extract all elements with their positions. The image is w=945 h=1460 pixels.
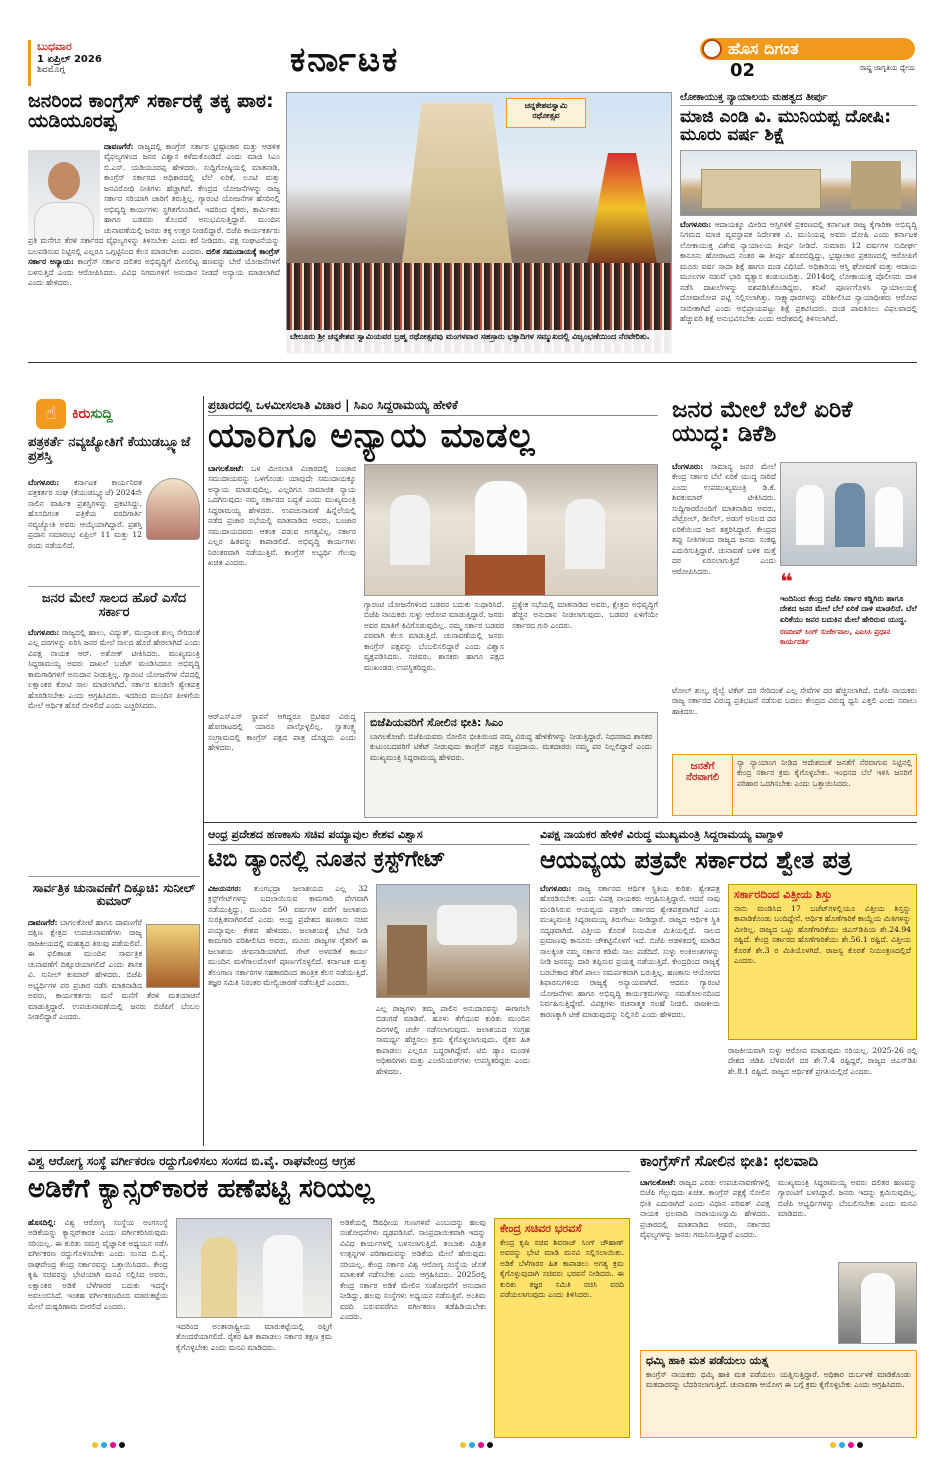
dateline: ದಾವಣಗೆರೆ:	[28, 918, 58, 927]
temple-chariot-photo	[286, 92, 672, 354]
body-2	[672, 686, 917, 748]
lotus-icon	[702, 39, 722, 59]
body-2: ಮುಖ್ಯಮಂತ್ರಿ ಸಿದ್ದರಾಮಯ್ಯ ಅವರು ದಲಿತರ ಹಣವನ್ನು ಗ್ಯಾರಂಟಿಗೆ ಬಳಸಿದ್ದಾರೆ. ಜನರು ಇದನ್ನು ಕ್ಷಮಿಸುವುದಿಲ್ಲ. ಬಿಜೆಪಿ ಅಭ್ಯರ್ಥಿಗಳನ್ನು ಬೆಂಬಲಿಸಬೇಕು ಎಂದು ಮನವಿ ಮಾಡಿದರು.	[778, 1178, 917, 1219]
body-col-1	[28, 1218, 168, 1436]
dateline: ಬೆಂಗಳೂರು:	[680, 220, 712, 229]
dateline: ಹೊಸದಿಲ್ಲಿ:	[28, 1218, 56, 1227]
paper-logo	[700, 38, 915, 60]
article-tb-dam	[208, 828, 530, 1148]
dateline: ಬಾಗಲಕೋಟೆ:	[208, 464, 244, 473]
print-registration-dots-right	[830, 1442, 863, 1448]
body-1	[672, 462, 776, 682]
dateline: ಬಾಗಲಕೋಟೆ:	[640, 1178, 676, 1187]
body-3: 2025ರಲ್ಲಿ ಕೇಂದ್ರ ಸರ್ಕಾರ ಅಡಿಕೆ ಮೇಲಿನ ಸಂಶೋಧನೆಗೆ ಅನುದಾನ ನೀಡಿದ್ದು, ಹಲವು ಸಂಸ್ಥೆಗಳು ಅಧ್ಯಯನ ನಡೆಸುತ್ತಿವೆ. ಅಂತಿಮ ವರದಿ ಬರುವವರೆಗೂ ವರ್ಗೀಕರಣ ತಡೆಹಿಡಿಯಬೇಕು ಎಂದರು.	[340, 1270, 486, 1322]
brand-kiru: ಕಿರು	[72, 406, 91, 422]
dateline: ಬೆಂಗಳೂರು:	[672, 462, 704, 471]
headline: ಟಿಬಿ ಡ್ಯಾಂನಲ್ಲಿ ನೂತನ ಕ್ರಸ್ಟ್‌ಗೇಟ್	[208, 847, 446, 872]
box-title: ಸರ್ಕಾರದಿಂದ ವಿತ್ತೀಯ ಶಿಸ್ತು	[734, 888, 833, 901]
photo-tag	[506, 98, 586, 128]
row3-rule	[28, 1150, 917, 1151]
masthead	[0, 0, 945, 88]
body-1: ರಾಜ್ಯ ಸರ್ಕಾರದ ಆರ್ಥಿಕ ಸ್ಥಿತಿಯ ಕುರಿತು ಶ್ವೇತಪತ್ರ ಹೊರಡಿಸಬೇಕು ಎಂದು ವಿಪಕ್ಷ ನಾಯಕರು ಆಗ್ರಹಿಸುತ್ತಿದ್ದಾರೆ. ಆದರೆ ನಾವು ಮಂಡಿಸಿರುವ ಆಯವ್ಯಯ ಪತ್ರವೇ ಸರ್ಕಾರದ ಶ್ವೇತಪತ್ರವಾಗಿದೆ ಎಂದು ಮುಖ್ಯಮಂತ್ರಿ ಸಿದ್ದರಾಮಯ್ಯ ತಿರುಗೇಟು ನೀಡಿದ್ದಾರೆ. ರಾಜ್ಯದ ಆರ್ಥಿಕ ಸ್ಥಿತಿ ಸದೃಢವಾಗಿದೆ. ವಿತ್ತೀಯ ಕೊರತೆ ನಿಯಮಿತ ಮಿತಿಯಲ್ಲಿದೆ. ಸಾಲದ ಪ್ರಮಾಣವು ಕಾನೂನು ಚೌಕಟ್ಟಿನೊಳಗೆ ಇದೆ. ಬಿಜೆಪಿ ಆಡಳಿತದಲ್ಲಿ ಮಾಡಿದ ಸಾಲಕ್ಕಿಂತ ನಮ್ಮ ಸರ್ಕಾರ ಕಡಿಮೆ ಸಾಲ ಪಡೆದಿದೆ. ಸುಳ್ಳು ಅಂಕಿಅಂಶಗಳನ್ನು ನೀಡಿ ಜನರನ್ನು ದಾರಿ ತಪ್ಪಿಸುವ ಪ್ರಯತ್ನ ನಡೆಯುತ್ತಿದೆ.	[540, 884, 720, 967]
body-3: ಆರ್‌ಎಸ್‌ಎಸ್ ಸ್ಥಾಪನೆ ಆಗಿದ್ದರೂ ಬ್ರಿಟಿಷರ ವಿರುದ್ಧ ಹೋರಾಟದಲ್ಲಿ ಯಾರೂ ಪಾಲ್ಗೊಳ್ಳಲಿಲ್ಲ. ಸ್ವಾತಂತ್ರ್ಯ ಸಂಗ್ರಾಮದಲ್ಲಿ ಕಾಂಗ್ರೆಸ್ ಪಕ್ಷದ ಪಾತ್ರ ದೊಡ್ಡದು ಎಂದು ಹೇಳಿದರು.	[208, 712, 356, 753]
kiru-brand	[36, 396, 186, 432]
page-number: 02	[730, 60, 756, 81]
brief-2-body	[28, 628, 200, 872]
headline: ಜನರ ಮೇಲೆ ಬೆಲೆ ಏರಿಕೆ ಯುದ್ಧ: ಡಿಕೆಶಿ	[672, 398, 853, 448]
body-col-1	[640, 1178, 770, 1344]
article-yeddyurappa	[28, 92, 280, 360]
brief-2-headline: ಜನರ ಮೇಲೆ ಸಾಲದ ಹೊರೆ ಎಸೆದ ಸರ್ಕಾರ	[41, 591, 187, 620]
box-body: ಕೇಂದ್ರ ಕೃಷಿ ಸಚಿವ ಶಿವರಾಜ್ ಸಿಂಗ್ ಚೌಹಾಣ್ ಅವರನ್ನು ಭೇಟಿ ಮಾಡಿ ಮನವಿ ಸಲ್ಲಿಸಲಾಯಿತು. ಅಡಿಕೆ ಬೆಳೆಗಾರರ ಹಿತ ಕಾಪಾಡಲು ಅಗತ್ಯ ಕ್ರಮ ಕೈಗೊಳ್ಳುವುದಾಗಿ ಸಚಿವರು ಭರವಸೆ ನೀಡಿದರು. ಈ ಕುರಿತು ತಜ್ಞರ ಸಮಿತಿ ರಚಿಸಿ ವರದಿ ಪಡೆಯಲಾಗುವುದು ಎಂದು ತಿಳಿಸಿದರು.	[500, 1238, 624, 1300]
box-body: ಬಾಗಲಕೋಟೆ: ಬಿಜೆಪಿಯವರು ಸೋಲಿನ ಭೀತಿಯಿಂದ ನಮ್ಮ ವಿರುದ್ಧ ಹೇಳಿಕೆಗಳನ್ನು ನೀಡುತ್ತಿದ್ದಾರೆ. ನಿಧನರಾದ ಶಾಸಕರ ಕುಟುಂಬದವರಿಗೆ ಟಿಕೆಟ್ ನೀಡುವುದು ಕಾಂಗ್ರೆಸ್ ಪಕ್ಷದ ಸಂಪ್ರದಾಯ. ಮತದಾರರು ನಮ್ಮ ಪರ ನಿಲ್ಲಲಿದ್ದಾರೆ ಎಂದು ಮುಖ್ಯಮಂತ್ರಿ ಸಿದ್ದರಾಮಯ್ಯ ಹೇಳಿದರು.	[370, 732, 652, 762]
article-rathotsava	[286, 92, 672, 360]
threat-votes-box	[640, 1350, 917, 1438]
kicker: ವಿಪಕ್ಷ ನಾಯಕರ ಹೇಳಿಕೆ ವಿರುದ್ಧ ಮುಖ್ಯಮಂತ್ರಿ ಸಿದ್ದರಾಮಯ್ಯ ವಾಗ್ದಾಳಿ	[540, 828, 917, 845]
kicker: ಲೋಕಾಯುಕ್ತ ನ್ಯಾಯಾಲಯ ಮಹತ್ವದ ತೀರ್ಪು	[680, 92, 917, 106]
pointing-hand-icon: ☝	[36, 399, 66, 429]
headline: ಯಾರಿಗೂ ಅನ್ಯಾಯ ಮಾಡಲ್ಲ	[208, 416, 536, 456]
brief-3-body	[28, 918, 200, 1036]
row1-rule	[28, 362, 917, 363]
quote-source: ರಣದೀಪ್ ಸಿಂಗ್ ಸುರ್ಜೇವಾಲ, ಎಐಸಿಸಿ ಪ್ರಧಾನ ಕಾರ್ಯದರ್ಶಿ	[780, 626, 891, 646]
article-budget-whitepaper	[540, 828, 917, 1148]
body-col-3	[512, 600, 658, 710]
body-text: ಬಾಗಲಕೋಟೆ ಹಾಗೂ ದಾವಣಗೆರೆ ದಕ್ಷಿಣ ಕ್ಷೇತ್ರದ ಉಪಚುನಾವಣೆಗಳು ರಾಜ್ಯ ರಾಜಕೀಯದಲ್ಲಿ ಮಹತ್ವದ ತಿರುವು ಪಡೆಯಲಿವೆ. ಈ ಫಲಿತಾಂಶ ಮುಂದಿನ ಸಾರ್ವತ್ರಿಕ ಚುನಾವಣೆಗೆ ದಿಕ್ಸೂಚಿಯಾಗಲಿದೆ ಎಂದು ಶಾಸಕ ವಿ. ಸುನೀಲ್ ಕುಮಾರ್ ಹೇಳಿದರು. ಬಿಜೆಪಿ ಅಭ್ಯರ್ಥಿಗಳ ಪರ ಪ್ರಚಾರ ನಡೆಸಿ ಮಾತನಾಡಿದ ಅವರು, ಕಾರ್ಯಕರ್ತರು ಮನೆ ಮನೆಗೆ ತೆರಳಿ ಮತಯಾಚನೆ ಮಾಡುತ್ತಿದ್ದಾರೆ. ಉಪಚುನಾವಣೆಯಲ್ಲಿ ಜನರು ಬಿಜೆಪಿಗೆ ಬೆಂಬಲ ನೀಡಲಿದ್ದಾರೆ ಎಂದರು.	[28, 918, 200, 1022]
kicker: ಪ್ರಚಾರದಲ್ಲಿ ಒಳಮೀಸಲಾತಿ ವಿಚಾರ | ಸಿಎಂ ಸಿದ್ದರಾಮಯ್ಯ ಹೇಳಿಕೆ	[208, 398, 658, 416]
dateline: ಬೆಂಗಳೂರು:	[540, 884, 572, 893]
brief-1-body	[28, 478, 200, 582]
section-title: ಕರ್ನಾಟಕ	[290, 40, 400, 80]
body-text: ಸುದ್ದಿಗೋಷ್ಠಿಯಲ್ಲಿ ಮಾತನಾಡಿ, ಕಾಂಗ್ರೆಸ್ ಸರ್ಕಾರದ ಅಧಿಕಾರದಲ್ಲಿ ಬೆಲೆ ಏರಿಕೆ, ಲೂಟಿ ಮತ್ತು ಜನವಿರೋಧಿ ನೀತಿಗಳು ಹೆಚ್ಚಾಗಿವೆ. ಕೇಂದ್ರದ ಯೋಜನೆಗಳನ್ನು ರಾಜ್ಯ ಸರ್ಕಾರ ಸರಿಯಾಗಿ ಜಾರಿಗೆ ತರುತ್ತಿಲ್ಲ. ಗ್ಯಾರಂಟಿ ಯೋಜನೆಗಳ ಹೆಸರಿನಲ್ಲಿ ಅಭಿವೃದ್ಧಿ ಕಾರ್ಯಗಳು ಸ್ಥಗಿತಗೊಂಡಿವೆ. ಇದರಿಂದ ರೈತರು, ಕಾರ್ಮಿಕರು ಹಾಗೂ ಬಡವರು ತೊಂದರೆ ಅನುಭವಿಸುತ್ತಿದ್ದಾರೆ. ಮುಂದಿನ ಚುನಾವಣೆಯಲ್ಲಿ ಜನರು ತಕ್ಕ ಉತ್ತರ ನೀಡಲಿದ್ದಾರೆ. ಬಿಜೆಪಿ ಕಾರ್ಯಕರ್ತರು ಪ್ರತಿ ಮನೆಗೂ ತೆರಳಿ ಸರ್ಕಾರದ ವೈಫಲ್ಯಗಳನ್ನು ತಿಳಿಸಬೇಕು ಎಂದು ಕರೆ ನೀಡಿದರು. ಪಕ್ಷ ಸಂಘಟನೆಯನ್ನು ಬಲಪಡಿಸುವ ನಿಟ್ಟಿನಲ್ಲಿ ಎಲ್ಲರೂ ಒಗ್ಗಟ್ಟಿನಿಂದ ಕೆಲಸ ಮಾಡಬೇಕು ಎಂದರು.	[28, 162, 280, 256]
cm-rally-photo	[364, 464, 658, 596]
paper-name: ಹೊಸ ದಿಗಂತ	[728, 39, 799, 58]
article-areca	[28, 1154, 630, 1438]
kiru-suddi-column	[28, 396, 200, 1036]
body-col-3	[340, 1218, 486, 1436]
dateline: ಬೆಂಗಳೂರು:	[28, 478, 60, 487]
body-col-2	[364, 600, 504, 710]
dks-press-photo	[780, 462, 917, 566]
body	[28, 142, 280, 358]
city: ಶಿವಮೊಗ್ಗ	[37, 65, 65, 75]
headline: ಆಯವ್ಯಯ ಪತ್ರವೇ ಸರ್ಕಾರದ ಶ್ವೇತ ಪತ್ರ	[540, 846, 852, 874]
date-block	[28, 40, 128, 86]
kiru-divider	[203, 396, 204, 1146]
body-col-2	[728, 1046, 917, 1146]
fiscal-discipline-box	[728, 884, 917, 1040]
print-registration-dots-left	[92, 1442, 125, 1448]
dateline: ವಿಜಯನಗರ:	[208, 884, 242, 893]
body-text: ಆದಾಯಕ್ಕೂ ಮೀರಿದ ಆಸ್ತಿಗಳಿಕೆ ಪ್ರಕರಣದಲ್ಲಿ ಕರ್ನಾಟಕ ರಾಜ್ಯ ಕೈಗಾರಿಕಾ ಅಭಿವೃದ್ಧಿ ನಿಗಮದ ಮಾಜಿ ವ್ಯವಸ್ಥಾಪಕ ನಿರ್ದೇಶಕ ವಿ. ಮುನಿಯಪ್ಪ ಅವರು ದೋಷಿ ಎಂದು ಕರ್ನಾಟಕ ಲೋಕಾಯುಕ್ತ ವಿಶೇಷ ನ್ಯಾಯಾಲಯ ತೀರ್ಪು ನೀಡಿದೆ. ಸುಮಾರು 12 ವರ್ಷಗಳ ಸುದೀರ್ಘ ಕಾನೂನು ಹೋರಾಟದ ನಂತರ ಈ ತೀರ್ಪು ಹೊರಬಿದ್ದಿದ್ದು, ಭ್ರಷ್ಟಾಚಾರ ಪ್ರಕರಣದಲ್ಲಿ ಆರೋಪಿಗೆ ಮೂರು ವರ್ಷ ಸಾದಾ ಶಿಕ್ಷೆ ಹಾಗೂ ದಂಡ ವಿಧಿಸಿದೆ. ಅಧಿಕಾರಿಯ ಆಸ್ತಿ ಘೋಷಣೆ ಮತ್ತು ಆದಾಯ ಮೂಲಗಳ ನಡುವೆ ಭಾರಿ ವ್ಯತ್ಯಾಸ ಕಂಡುಬಂದಿತ್ತು. 2014ರಲ್ಲಿ ಲೋಕಾಯುಕ್ತ ಪೊಲೀಸರು ದಾಳಿ ನಡೆಸಿ ದಾಖಲೆಗಳನ್ನು ವಶಪಡಿಸಿಕೊಂಡಿದ್ದರು. ತನಿಖೆ ಪೂರ್ಣಗೊಳಿಸಿ ನ್ಯಾಯಾಲಯಕ್ಕೆ ದೋಷಾರೋಪ ಪಟ್ಟಿ ಸಲ್ಲಿಸಲಾಗಿತ್ತು. ಸಾಕ್ಷ್ಯಾಧಾರಗಳನ್ನು ಪರಿಶೀಲಿಸಿದ ನ್ಯಾಯಾಧೀಶರು ಆರೋಪ ಸಾಬೀತಾಗಿದೆ ಎಂದು ಅಭಿಪ್ರಾಯಪಟ್ಟು ಶಿಕ್ಷೆ ಪ್ರಕಟಿಸಿದರು. ದಂಡ ಪಾವತಿಸಲು ವಿಫಲವಾದಲ್ಲಿ ಹೆಚ್ಚುವರಿ ಶಿಕ್ಷೆ ಅನುಭವಿಸಬೇಕು ಎಂದು ಆದೇಶದಲ್ಲಿ ತಿಳಿಸಲಾಗಿದೆ.	[680, 220, 917, 324]
body-1: ತುಂಗಭದ್ರಾ ಜಲಾಶಯದ ಎಲ್ಲ 32 ಕ್ರಸ್ಟ್‌ಗೇಟ್‌ಗಳನ್ನು ಬದಲಾಯಿಸುವ ಕಾಮಗಾರಿ ವೇಗವಾಗಿ ನಡೆಯುತ್ತಿದ್ದು, ಮುಂದಿನ 50 ವರ್ಷಗಳ ವರೆಗೆ ಜಲಾಶಯ ಸುರಕ್ಷಿತವಾಗಿರಲಿದೆ ಎಂದು ಆಂಧ್ರ ಪ್ರದೇಶದ ಹಣಕಾಸು ಸಚಿವ ಪಯ್ಯಾವುಲ ಕೇಶವ ಹೇಳಿದರು. ಜಲಾಶಯಕ್ಕೆ ಭೇಟಿ ನೀಡಿ ಕಾಮಗಾರಿ ಪರಿಶೀಲಿಸಿದ ಅವರು, ಮೂರು ರಾಜ್ಯಗಳ ರೈತರಿಗೆ ಈ ಜಲಾಶಯ ಜೀವನಾಡಿಯಾಗಿದೆ. ಗೇಟ್ ಅಳವಡಿಕೆ ಕಾರ್ಯ ಮುಂದಿನ ಮಳೆಗಾಲದೊಳಗೆ ಪೂರ್ಣಗೊಳ್ಳಲಿದೆ. ಕರ್ನಾಟಕ ಮತ್ತು ತೆಲಂಗಾಣ ಸರ್ಕಾರಗಳ ಸಹಕಾರದಿಂದ ತಾಂತ್ರಿಕ ಕೆಲಸ ನಡೆಯುತ್ತಿದೆ. ತಜ್ಞರ ಸಮಿತಿ ನಿರಂತರ ಮೇಲ್ವಿಚಾರಣೆ ನಡೆಸುತ್ತಿದೆ ಎಂದರು.	[208, 884, 368, 988]
body-3: ರಾಜಕೀಯವಾಗಿ ಸುಳ್ಳು ಆರೋಪ ಮಾಡುವುದು ಸರಿಯಲ್ಲ. 2025-26 ರಲ್ಲಿ ದೇಶದ ಜಿಡಿಪಿ ಬೆಳವಣಿಗೆ ದರ ಶೇ.7.4 ರಷ್ಟಿದ್ದರೆ, ರಾಜ್ಯದ ಜಿಎಸ್‌ಡಿಪಿ ಶೇ.8.1 ರಷ್ಟಿದೆ. ರಾಜ್ಯದ ಆರ್ಥಿಕತೆ ಪ್ರಗತಿಯಲ್ಲಿದೆ ಎಂದರು.	[728, 1046, 917, 1076]
body-col-1	[540, 884, 720, 1146]
help-people-box	[672, 754, 917, 816]
dam-inspection-photo	[376, 884, 530, 998]
brand-suddi: ಸುದ್ದಿ	[90, 406, 113, 422]
body-1: ಒಳ ಮೀಸಲಾತಿ ವಿಚಾರದಲ್ಲಿ ಬಂಜಾರ ಸಮುದಾಯವನ್ನು ಒಳಗೊಂಡು ಯಾವುದೇ ಸಮುದಾಯಕ್ಕೂ ಅನ್ಯಾಯ ಮಾಡುವುದಿಲ್ಲ. ಎಲ್ಲರಿಗೂ ಸಾಮಾಜಿಕ ನ್ಯಾಯ ಒದಗಿಸುವುದು ನಮ್ಮ ಸರ್ಕಾರದ ಬದ್ಧತೆ ಎಂದು ಮುಖ್ಯಮಂತ್ರಿ ಸಿದ್ದರಾಮಯ್ಯ ಹೇಳಿದರು. ಉಪಚುನಾವಣೆ ಹಿನ್ನೆಲೆಯಲ್ಲಿ ನಡೆದ ಪ್ರಚಾರ ಸಭೆಯಲ್ಲಿ ಮಾತನಾಡಿದ ಅವರು, ಬಂಜಾರ ಸಮುದಾಯದವರು ಆತಂಕ ಪಡುವ ಅಗತ್ಯವಿಲ್ಲ. ಸರ್ಕಾರ ಎಲ್ಲರ ಹಿತವನ್ನು ಕಾಪಾಡಲಿದೆ. ಅಭಿವೃದ್ಧಿ ಕಾರ್ಯಗಳು ನಿರಂತರವಾಗಿ ನಡೆಯುತ್ತಿವೆ. ಕಾಂಗ್ರೆಸ್ ಅಭ್ಯರ್ಥಿ ಗೆಲುವು ಖಚಿತ ಎಂದರು.	[208, 464, 356, 568]
weekday: ಬುಧವಾರ	[37, 40, 72, 53]
article-chalavadi	[640, 1154, 917, 1438]
body-text: ರಾಜ್ಯದಲ್ಲಿ ಹಾಲು, ವಿದ್ಯುತ್, ಮುದ್ರಾಂಕ ಶುಲ್ಕ ಸೇರಿದಂತೆ ಎಲ್ಲ ದರಗಳನ್ನು ಏರಿಸಿ ಜನರ ಮೇಲೆ ಸಾಲದ ಹೊರೆ ಹೇರಲಾಗಿದೆ ಎಂದು ವಿಪಕ್ಷ ನಾಯಕ ಆರ್. ಅಶೋಕ್ ಟೀಕಿಸಿದರು. ಮುಖ್ಯಮಂತ್ರಿ ಸಿದ್ದರಾಮಯ್ಯ ಅವರು ದಾಖಲೆ ಬಜೆಟ್ ಮಂಡಿಸಿದರೂ ಅಭಿವೃದ್ಧಿ ಕಾಮಗಾರಿಗಳಿಗೆ ಅನುದಾನ ನೀಡುತ್ತಿಲ್ಲ. ಗ್ಯಾರಂಟಿ ಯೋಜನೆಗಳ ನೆಪದಲ್ಲಿ ಲಕ್ಷಾಂತರ ಕೋಟಿ ಸಾಲ ಮಾಡಲಾಗಿದೆ. ಸರ್ಕಾರ ಕೂಡಲೇ ಶ್ವೇತಪತ್ರ ಹೊರಡಿಸಬೇಕು ಎಂದು ಆಗ್ರಹಿಸಿದರು. ಇದರಿಂದ ಮುಂದಿನ ಪೀಳಿಗೆಯ ಮೇಲೆ ಆರ್ಥಿಕ ಹೊರೆ ಬೀಳಲಿದೆ ಎಂದು ಎಚ್ಚರಿಸಿದರು.	[28, 628, 200, 711]
surjewala-quote	[780, 572, 917, 680]
body-text: ಕರ್ನಾಟಕ ಕಾರ್ಯನಿರತ ಪತ್ರಕರ್ತರ ಸಂಘ (ಕೆಯುಡಬ್ಲ್ಯೂಜೆ) 2024ನೇ ಸಾಲಿನ ವಾರ್ಷಿಕ ಪ್ರಶಸ್ತಿಗಳನ್ನು ಪ್ರಕಟಿಸಿದ್ದು, ಹೊಸದಿಗಂತ ಪತ್ರಿಕೆಯ ವರದಿಗಾರ್ತಿ ನವ್ಯಜ್ಯೋತಿ ಅವರು ಆಯ್ಕೆಯಾಗಿದ್ದಾರೆ. ಪ್ರಶಸ್ತಿ ಪ್ರದಾನ ಸಮಾರಂಭ ಏಪ್ರಿಲ್ 11 ಮತ್ತು 12 ರಂದು ನಡೆಯಲಿದೆ.	[28, 478, 142, 550]
tagline: ರಾಷ್ಟ್ರ ಜಾಗೃತಿಯ ಧ್ಯೇಯ	[860, 64, 915, 72]
headline: ಜನರಿಂದ ಕಾಂಗ್ರೆಸ್ ಸರ್ಕಾರಕ್ಕೆ ತಕ್ಕ ಪಾಠ: ಯಡಿಯೂರಪ್ಪ	[28, 92, 274, 132]
body-2: ಅಡಿಕೆಯಲ್ಲಿ ಔಷಧೀಯ ಗುಣಗಳಿವೆ ಎಂಬುದನ್ನು ಹಲವು ಸಂಶೋಧನೆಗಳು ದೃಢಪಡಿಸಿವೆ. ಸಾಂಪ್ರದಾಯಿಕವಾಗಿ ಇದನ್ನು ವಿವಿಧ ಕಾರ್ಯಗಳಲ್ಲಿ ಬಳಸಲಾಗುತ್ತಿದೆ. ತಂಬಾಕು ಮಿಶ್ರಿತ ಉತ್ಪನ್ನಗಳ ಪರಿಣಾಮವನ್ನು ಅಡಿಕೆಯ ಮೇಲೆ ಹೇರುವುದು ಸರಿಯಲ್ಲ. ಕೇಂದ್ರ ಸರ್ಕಾರ ವಿಶ್ವ ಆರೋಗ್ಯ ಸಂಸ್ಥೆಯ ಜೊತೆ ಮಾತುಕತೆ ನಡೆಸಬೇಕು ಎಂದು ಆಗ್ರಹಿಸಿದರು.	[340, 1218, 486, 1280]
row2-rule	[204, 822, 917, 823]
body-4: ಪ್ರತ್ಯೇಕ ಸಭೆಯಲ್ಲಿ ಮಾತನಾಡಿದ ಅವರು, ಕ್ಷೇತ್ರದ ಅಭಿವೃದ್ಧಿಗೆ ಹೆಚ್ಚಿನ ಅನುದಾನ ನೀಡಲಾಗುವುದು. ಬಡವರ ಏಳಿಗೆಯೇ ಸರ್ಕಾರದ ಗುರಿ ಎಂದರು.	[512, 600, 658, 630]
box-title: ಧಮ್ಕಿ ಹಾಕಿ ಮತ ಪಡೆಯಲು ಯತ್ನ	[646, 1354, 769, 1367]
body-col-2	[176, 1322, 332, 1436]
box-title: ಕೇಂದ್ರ ಸಚಿವರ ಭರವಸೆ	[500, 1222, 582, 1235]
body-2: ಎಲ್ಲ ರಾಜ್ಯಗಳು ತಮ್ಮ ಪಾಲಿನ ಅನುದಾನವನ್ನು ಈಗಾಗಲೇ ಬಿಡುಗಡೆ ಮಾಡಿವೆ. ಹೂಳು ತೆಗೆಯುವ ಕುರಿತು ಮುಂದಿನ ದಿನಗಳಲ್ಲಿ ಚರ್ಚೆ ನಡೆಸಲಾಗುವುದು. ಜಲಾಶಯದ ಸಂಗ್ರಹ ಸಾಮರ್ಥ್ಯ ಹೆಚ್ಚಿಸಲು ಕ್ರಮ ಕೈಗೊಳ್ಳಲಾಗುವುದು. ರೈತರ ಹಿತ ಕಾಪಾಡಲು ಎಲ್ಲರೂ ಬದ್ಧರಾಗಿದ್ದೇವೆ. ಟಿಬಿ ಡ್ಯಾಂ ಮಂಡಳಿ ಅಧಿಕಾರಿಗಳು ಮತ್ತು ಎಂಜಿನಿಯರ್‌ಗಳು ಉಪಸ್ಥಿತರಿದ್ದರು ಎಂದು ಹೇಳಿದರು.	[376, 1004, 530, 1076]
kicker: ಆಂಧ್ರ ಪ್ರದೇಶದ ಹಣಕಾಸು ಸಚಿವ ಪಯ್ಯಾವುಲ ಕೇಶವ ವಿಶ್ವಾಸ	[208, 828, 530, 845]
date: 1 ಏಪ್ರಿಲ್ 2026	[37, 54, 102, 65]
kicker: ವಿಶ್ವ ಆರೋಗ್ಯ ಸಂಸ್ಥೆ ವರ್ಗೀಕರಣ ರದ್ದುಗೊಳಿಸಲು ಸಂಸದ ಬಿ.ವೈ. ರಾಘವೇಂದ್ರ ಆಗ್ರಹ	[28, 1154, 630, 1172]
body-1: ವಿಶ್ವ ಆರೋಗ್ಯ ಸಂಸ್ಥೆಯ ಅಂಗಸಂಸ್ಥೆ ಅಡಿಕೆಯನ್ನು ಕ್ಯಾನ್ಸರ್‌ಕಾರಕ ಎಂದು ವರ್ಗೀಕರಿಸಿರುವುದು ಸರಿಯಲ್ಲ. ಈ ಕುರಿತು ಸಮಗ್ರ ವೈಜ್ಞಾನಿಕ ಅಧ್ಯಯನ ನಡೆಸಿ ವರ್ಗೀಕರಣ ರದ್ದುಗೊಳಿಸಬೇಕು ಎಂದು ಸಂಸದ ಬಿ.ವೈ. ರಾಘವೇಂದ್ರ ಕೇಂದ್ರ ಸರ್ಕಾರವನ್ನು ಒತ್ತಾಯಿಸಿದರು. ಕೇಂದ್ರ ಕೃಷಿ ಸಚಿವರನ್ನು ಭೇಟಿಯಾಗಿ ಮನವಿ ಸಲ್ಲಿಸಿದ ಅವರು, ಲಕ್ಷಾಂತರ ಅಡಿಕೆ ಬೆಳೆಗಾರರ ಬದುಕು ಇದನ್ನೇ ಅವಲಂಬಿಸಿದೆ. ಇಂತಹ ವರ್ಗೀಕರಣದಿಂದ ಮಾರುಕಟ್ಟೆಯ ಮೇಲೆ ದುಷ್ಪರಿಣಾಮ ಬೀರಲಿದೆ ಎಂದರು.	[28, 1218, 168, 1311]
article-lokayukta	[680, 92, 917, 360]
body-text: ಸಾಮಾನ್ಯ ಜನರ ಮೇಲೆ ಕೇಂದ್ರ ಸರ್ಕಾರ ಬೆಲೆ ಏರಿಕೆ ಯುದ್ಧ ಸಾರಿದೆ ಎಂದು ಉಪಮುಖ್ಯಮಂತ್ರಿ ಡಿ.ಕೆ. ಶಿವಕುಮಾರ್ ಟೀಕಿಸಿದರು. ಸುದ್ದಿಗಾರರೊಂದಿಗೆ ಮಾತನಾಡಿದ ಅವರು, ಪೆಟ್ರೋಲ್, ಡೀಸೆಲ್, ಅಡುಗೆ ಅನಿಲದ ದರ ಏರಿಕೆಯಿಂದ ಜನ ತತ್ತರಿಸಿದ್ದಾರೆ. ಕೇಂದ್ರದ ತಪ್ಪು ನೀತಿಗಳಿಂದ ರಾಜ್ಯದ ಜನರು ಸಂಕಷ್ಟ ಎದುರಿಸುತ್ತಿದ್ದಾರೆ. ಚುನಾವಣೆ ಬಳಿಕ ಮತ್ತೆ ದರ ಏರಿಸಲಾಗುತ್ತಿದೆ ಎಂದು ಆರೋಪಿಸಿದರು.	[672, 462, 776, 576]
quote-icon: ❝	[780, 572, 793, 595]
body-col-1	[208, 464, 356, 708]
body-col-2	[778, 1178, 917, 1258]
body-col-1	[208, 884, 368, 1146]
court-building-photo	[680, 150, 917, 216]
tag-line-1: ಚನ್ನಕೇಶವಸ್ವಾಮಿ	[524, 101, 568, 110]
body-2: ಕೇಂದ್ರದಿಂದ ರಾಜ್ಯಕ್ಕೆ ಬರಬೇಕಾದ ತೆರಿಗೆ ಪಾಲು ಸಮರ್ಪಕವಾಗಿ ಬರುತ್ತಿಲ್ಲ. ಹಣಕಾಸು ಆಯೋಗದ ಶಿಫಾರಸುಗಳಿಂದ ರಾಜ್ಯಕ್ಕೆ ಅನ್ಯಾಯವಾಗಿದೆ. ಆದರೂ ಗ್ಯಾರಂಟಿ ಯೋಜನೆಗಳು ಹಾಗೂ ಅಭಿವೃದ್ಧಿ ಕಾರ್ಯಕ್ರಮಗಳನ್ನು ಸಮತೋಲನದಿಂದ ನಿರ್ವಹಿಸುತ್ತಿದ್ದೇವೆ. ವಿಪಕ್ಷಗಳು ರಚನಾತ್ಮಕ ಸಲಹೆ ನೀಡಲಿ. ರಾಜಕೀಯ ಕಾರಣಕ್ಕಾಗಿ ಟೀಕೆ ಮಾಡುವುದನ್ನು ನಿಲ್ಲಿಸಲಿ ಎಂದು ಹೇಳಿದರು.	[540, 957, 720, 1019]
box-body: ಕಾಂಗ್ರೆಸ್ ನಾಯಕರು ಧಮ್ಕಿ ಹಾಕಿ ಮತ ಪಡೆಯಲು ಯತ್ನಿಸುತ್ತಿದ್ದಾರೆ. ಅಧಿಕಾರ ದುರ್ಬಳಕೆ ಮಾಡಿಕೊಂಡು ಮತದಾರರನ್ನು ಬೆದರಿಸಲಾಗುತ್ತಿದೆ. ಚುನಾವಣಾ ಆಯೋಗ ಈ ಬಗ್ಗೆ ಕ್ರಮ ಕೈಗೊಳ್ಳಬೇಕು ಎಂದು ಆಗ್ರಹಿಸಿದರು.	[646, 1370, 911, 1390]
subhead: ದಲಿತ ಸಮುದಾಯಕ್ಕೆ ಕಾಂಗ್ರೆಸ್ ಸರ್ಕಾರ ಅನ್ಯಾಯ:	[28, 246, 280, 267]
print-registration-dots-center	[460, 1442, 493, 1448]
article-dks	[672, 398, 917, 818]
body-col-2	[376, 1004, 530, 1146]
body	[680, 220, 917, 358]
tag-line-2: ರಥೋತ್ಸವ	[532, 111, 560, 120]
label-2: ನೆರವಾಗಲಿ	[686, 772, 719, 783]
body-4: ಇದರಿಂದ ಅಂತಾರಾಷ್ಟ್ರೀಯ ಮಾರುಕಟ್ಟೆಯಲ್ಲಿ ರಫ್ತಿಗೆ ತೊಂದರೆಯಾಗಲಿದೆ. ರೈತರ ಹಿತ ಕಾಪಾಡಲು ಸರ್ಕಾರ ತಕ್ಷಣ ಕ್ರಮ ಕೈಗೊಳ್ಳಬೇಕು ಎಂದು ಮನವಿ ಮಾಡಿದರು.	[176, 1322, 332, 1352]
body-1: ರಾಜ್ಯದ ಎರಡು ಉಪಚುನಾವಣೆಗಳಲ್ಲಿ ಬಿಜೆಪಿ ಗೆಲ್ಲುವುದು ಖಚಿತ. ಕಾಂಗ್ರೆಸ್ ಪಕ್ಷಕ್ಕೆ ಸೋಲಿನ ಭೀತಿ ಎದುರಾಗಿದೆ ಎಂದು ವಿಧಾನ ಪರಿಷತ್ ವಿಪಕ್ಷ ನಾಯಕ ಛಲವಾದಿ ನಾರಾಯಣಸ್ವಾಮಿ ಹೇಳಿದರು. ಪ್ರಚಾರದಲ್ಲಿ ಮಾತನಾಡಿದ ಅವರು, ಸರ್ಕಾರದ ವೈಫಲ್ಯಗಳನ್ನು ಜನರು ಗಮನಿಸುತ್ತಿದ್ದಾರೆ ಎಂದರು.	[640, 1178, 770, 1240]
chalavadi-photo	[838, 1262, 917, 1344]
sub-body: ಕಾಂಗ್ರೆಸ್ ಸರ್ಕಾರ ದಲಿತರ ಅಭಿವೃದ್ಧಿಗೆ ಮೀಸಲಿಟ್ಟ ಹಣವನ್ನು ಬೇರೆ ಯೋಜನೆಗಳಿಗೆ ಬಳಸುತ್ತಿದೆ ಎಂದು ಆರೋಪಿಸಿದರು. ವಿವಿಧ ನಿಗಮಗಳಿಗೆ ಅನುದಾನ ನೀಡದೆ ಅನ್ಯಾಯ ಮಾಡಲಾಗಿದೆ ಎಂದು ಹೇಳಿದರು.	[28, 257, 280, 288]
dateline: ಬೆಂಗಳೂರು:	[28, 628, 60, 637]
brief-1-headline: ಪತ್ರಕರ್ತೆ ನವ್ಯಜ್ಯೋತಿಗೆ ಕೆಯುಡಬ್ಲ್ಯೂಜೆ ಪ್ರಶಸ್ತಿ	[28, 435, 191, 464]
quote-text: ಇಂದಿನಿಂದ ಕೇಂದ್ರ ಬಿಜೆಪಿ ಸರ್ಕಾರ ಕಡ್ಡಿಗಿರು ಹಾಗೂ ದೇಶದ ಜನರ ಮೇಲೆ ಬೆಲೆ ಏರಿಕೆ ದಾಳಿ ಮಾಡಲಿದೆ. ಬೆಲೆ ಏರಿಕೆಯು ಜನರ ಬದುಕಿನ ಮೇಲೆ ಹೇರಿರುವ ಯುದ್ಧ.	[780, 594, 917, 624]
photo-caption: ಬೇಲೂರು ಶ್ರೀ ಚನ್ನಕೇಶವ ಸ್ವಾಮಿಯವರ ಬ್ರಹ್ಮ ರಥೋತ್ಸವವು ಮಂಗಳವಾರ ಸಹಸ್ರಾರು ಭಕ್ತಾದಿಗಳ ಸಮ್ಮುಖದಲ್ಲಿ ವಿಜೃಂಭಣೆಯಿಂದ ನೆರವೇರಿತು.	[286, 330, 672, 358]
headline: ಅಡಿಕೆಗೆ ಕ್ಯಾನ್ಸರ್‌ಕಾರಕ ಹಣೆಪಟ್ಟಿ ಸರಿಯಲ್ಲ	[28, 1174, 375, 1204]
lead: ರಾಜ್ಯದಲ್ಲಿ ಕಾಂಗ್ರೆಸ್ ಸರ್ಕಾರ ಭ್ರಷ್ಟಾಚಾರ ಮತ್ತು ಆಡಳಿತ ವೈಫಲ್ಯಗಳಿಂದ ಜನರ ವಿಶ್ವಾಸ ಕಳೆದುಕೊಂಡಿದೆ ಎಂದು ಮಾಜಿ ಸಿಎಂ ಬಿ.ಎಸ್. ಯಡಿಯೂರಪ್ಪ ಹೇಳಿದರು.	[104, 142, 280, 172]
body-col-1b	[208, 712, 356, 818]
bjp-fear-box	[364, 712, 658, 818]
box-body: ನ್ಯಾ ನ್ಯಾಯಾಂಗ ನೀಡಿದ ಆದೇಶದಂತೆ ಜನತೆಗೆ ನೆರವಾಗುವ ನಿಟ್ಟಿನಲ್ಲಿ ಕೇಂದ್ರ ಸರ್ಕಾರ ಕ್ರಮ ಕೈಗೊಳ್ಳಬೇಕು. ಇಂಧನದ ಬೆಲೆ ಇಳಿಸಿ ಜನರಿಗೆ ಪರಿಹಾರ ಒದಗಿಸಬೇಕು ಎಂದು ಒತ್ತಾಯಿಸಿದರು.	[737, 758, 912, 788]
minister-assurance-box	[494, 1218, 630, 1438]
box-label	[673, 755, 733, 815]
article-cm-reservation	[208, 398, 658, 818]
mp-meeting-photo	[176, 1218, 332, 1318]
brief-3-headline: ಸಾರ್ವತ್ರಿಕ ಚುನಾವಣೆಗೆ ದಿಕ್ಸೂಚಿ: ಸುನೀಲ್ ಕುಮಾರ್	[32, 881, 196, 908]
box-title: ಬಿಜೆಪಿಯವರಿಗೆ ಸೋಲಿನ ಭೀತಿ: ಸಿಎಂ	[370, 716, 503, 729]
label-1: ಜನತೆಗೆ	[690, 761, 715, 772]
body-text: ಟೋಲ್ ಶುಲ್ಕ, ರೈಲ್ವೆ ಟಿಕೆಟ್ ದರ ಸೇರಿದಂತೆ ಎಲ್ಲ ಸೇವೆಗಳ ದರ ಹೆಚ್ಚಿಸಲಾಗಿದೆ. ಬಿಜೆಪಿ ನಾಯಕರು ರಾಜ್ಯ ಸರ್ಕಾರದ ವಿರುದ್ಧ ಪ್ರತಿಭಟನೆ ನಡೆಸುವ ಬದಲು ಕೇಂದ್ರದ ವಿರುದ್ಧ ಧ್ವನಿ ಎತ್ತಲಿ ಎಂದು ಸವಾಲು ಹಾಕಿದರು.	[672, 686, 917, 716]
headline: ಕಾಂಗ್ರೆಸ್‌ಗೆ ಸೋಲಿನ ಭೀತಿ: ಛಲವಾದಿ	[640, 1154, 819, 1170]
dateline: ದಾವಣಗೆರೆ:	[104, 142, 134, 151]
box-body: ನಾನು ಮಂಡಿಸಿದ 17 ಬಜೆಟ್‌ಗಳಲ್ಲಿಯೂ ವಿತ್ತೀಯ ಶಿಸ್ತನ್ನು ಕಾಪಾಡಿಕೊಂಡು ಬಂದಿದ್ದೇನೆ. ಆರ್ಥಿಕ ಹೊಣೆಗಾರಿಕೆ ಕಾಯ್ದೆಯ ಮಿತಿಗಳನ್ನು ಮೀರಿಲ್ಲ. ರಾಜ್ಯದ ಒಟ್ಟು ಹೊಣೆಗಾರಿಕೆಯು ಜಿಎಸ್‌ಡಿಪಿಯ ಶೇ.24.94 ರಷ್ಟಿದೆ. ಕೇಂದ್ರ ಸರ್ಕಾರದ ಹೊಣೆಗಾರಿಕೆಯು ಶೇ.56.1 ರಷ್ಟಿದೆ. ವಿತ್ತೀಯ ಕೊರತೆ ಶೇ.3 ರ ಮಿತಿಯೊಳಗಿದೆ. ರಾಜಸ್ವ ಕೊರತೆ ನಿಯಂತ್ರಣದಲ್ಲಿದೆ ಎಂದರು.	[734, 904, 911, 966]
headline: ಮಾಜಿ ಎಂಡಿ ವಿ. ಮುನಿಯಪ್ಪ ದೋಷಿ: ಮೂರು ವರ್ಷ ಶಿಕ್ಷೆ	[680, 107, 892, 145]
body-2: ಗ್ಯಾರಂಟಿ ಯೋಜನೆಗಳಿಂದ ಬಡವರ ಬದುಕು ಸುಧಾರಿಸಿದೆ. ಬಿಜೆಪಿ ನಾಯಕರು ಸುಳ್ಳು ಆರೋಪ ಮಾಡುತ್ತಿದ್ದಾರೆ. ಜನರು ಅವರ ಮಾತಿಗೆ ಕಿವಿಗೊಡುವುದಿಲ್ಲ. ನಮ್ಮ ಸರ್ಕಾರ ಬಡವರ ಪರವಾಗಿ ಕೆಲಸ ಮಾಡುತ್ತಿದೆ. ಚುನಾವಣೆಯಲ್ಲಿ ಜನರು ಕಾಂಗ್ರೆಸ್ ಪಕ್ಷವನ್ನು ಬೆಂಬಲಿಸಲಿದ್ದಾರೆ ಎಂದು ವಿಶ್ವಾಸ ವ್ಯಕ್ತಪಡಿಸಿದರು. ಸಚಿವರು, ಶಾಸಕರು ಹಾಗೂ ಪಕ್ಷದ ಮುಖಂಡರು ಉಪಸ್ಥಿತರಿದ್ದರು.	[364, 600, 504, 672]
